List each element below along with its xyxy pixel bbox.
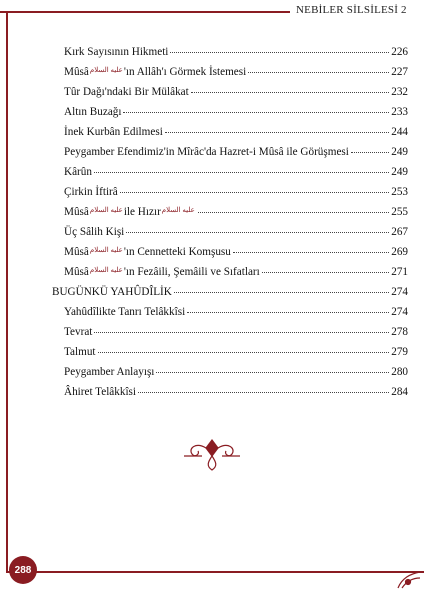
- toc-dot-leader: [156, 372, 389, 373]
- toc-entry[interactable]: [64, 325, 408, 341]
- salutation-mark-icon: عليه السلام: [89, 266, 123, 274]
- toc-entry[interactable]: [64, 85, 408, 101]
- toc-entry[interactable]: [64, 225, 408, 241]
- toc-entry-title: [52, 285, 172, 299]
- toc-page-number: 274: [391, 286, 408, 298]
- salutation-mark-icon: عليه السلام: [89, 66, 123, 74]
- toc-entry-title-suffix: 'ın Allâh'ı Görmek İstemesi: [123, 66, 247, 78]
- toc-page-number: 227: [391, 66, 408, 78]
- toc-dot-leader: [198, 212, 389, 213]
- toc-entry-title-text: Peygamber Efendimiz'in Mîrâc'da Hazret-i Mûsâ ile Görüşmesi: [64, 146, 349, 158]
- toc-dot-leader: [165, 132, 389, 133]
- page-number-badge: 288: [9, 556, 37, 584]
- toc-dot-leader: [170, 52, 389, 53]
- toc-dot-leader: [138, 392, 389, 393]
- toc-entry[interactable]: [64, 185, 408, 201]
- center-ornament-icon: [182, 438, 242, 472]
- toc-dot-leader: [262, 272, 389, 273]
- toc-entry[interactable]: [64, 65, 408, 81]
- toc-dot-leader: [120, 192, 389, 193]
- frame-bottom-rule: [6, 571, 424, 573]
- toc-entry-title: [64, 225, 124, 239]
- toc-page-number: 274: [391, 306, 408, 318]
- toc-entry-title-text: Altın Buzağı: [64, 106, 122, 118]
- toc-entry-title: [64, 385, 136, 399]
- toc-page-number: 279: [391, 346, 408, 358]
- toc-entry-title-text: Talmut: [64, 346, 96, 358]
- toc-entry-title: [64, 65, 246, 80]
- salutation-mark-icon: عليه السلام: [89, 206, 123, 214]
- toc-page-number: 255: [391, 206, 408, 218]
- toc-entry-title-suffix: ile Hızır: [123, 206, 161, 218]
- toc-entry-title-text: Mûsâ: [64, 66, 89, 78]
- toc-entry-title-text: Kârûn: [64, 166, 92, 178]
- toc-entry[interactable]: [64, 45, 408, 61]
- toc-page-number: 271: [391, 266, 408, 278]
- toc-dot-leader: [248, 72, 389, 73]
- toc-dot-leader: [98, 352, 390, 353]
- toc-dot-leader: [94, 332, 389, 333]
- toc-entry-title: [64, 185, 118, 199]
- toc-entry-title: [64, 45, 168, 59]
- toc-entry-title-text: Peygamber Anlayışı: [64, 366, 155, 378]
- toc-dot-leader: [174, 292, 389, 293]
- toc-entry[interactable]: [64, 265, 408, 281]
- toc-entry-title-text: Çirkin İftirâ: [64, 186, 118, 198]
- toc-entry[interactable]: [64, 125, 408, 141]
- toc-page-number: 233: [391, 106, 408, 118]
- toc-page-number: 249: [391, 166, 408, 178]
- toc-entry-title-text: İnek Kurbân Edilmesi: [64, 126, 163, 138]
- running-header-title: NEBİLER SİLSİLESİ 2: [296, 4, 407, 16]
- toc-entry-title-text: Yahûdîlikte Tanrı Telâkkîsi: [64, 306, 186, 318]
- toc-entry-title: [64, 365, 154, 379]
- toc-entry[interactable]: [52, 285, 408, 301]
- toc-entry[interactable]: [64, 365, 408, 381]
- toc-entry[interactable]: [64, 105, 408, 121]
- toc-entry-title-suffix: 'ın Cennetteki Komşusu: [123, 246, 231, 258]
- toc-entry-title-text: Mûsâ: [64, 206, 89, 218]
- toc-page-number: 249: [391, 146, 408, 158]
- toc-entry[interactable]: [64, 345, 408, 361]
- toc-entry[interactable]: [64, 205, 408, 221]
- salutation-mark-icon: عليه السلام: [89, 246, 123, 254]
- toc-dot-leader: [126, 232, 389, 233]
- toc-entry-title: [64, 105, 121, 119]
- toc-entry-title: [64, 325, 92, 339]
- toc-entry[interactable]: [64, 145, 408, 161]
- corner-ornament-icon: [392, 560, 424, 592]
- toc-page-number: 278: [391, 326, 408, 338]
- toc-entry-title-text: Kırk Sayısının Hikmeti: [64, 46, 169, 58]
- toc-entry-title-suffix: 'ın Fezâili, Şemâili ve Sıfatları: [123, 266, 260, 278]
- salutation-mark-icon: عليه السلام: [161, 206, 195, 214]
- toc-dot-leader: [351, 152, 389, 153]
- toc-entry-title-text: BUGÜNKÜ YAHÛDÎLİK: [52, 286, 172, 298]
- toc-page-number: 269: [391, 246, 408, 258]
- toc-dot-leader: [191, 92, 389, 93]
- toc-page-number: 267: [391, 226, 408, 238]
- toc-entry-title: [64, 245, 231, 260]
- toc-entry-title: [64, 165, 92, 179]
- toc-entry-title: [64, 265, 260, 280]
- toc-entry-title: [64, 205, 196, 220]
- toc-entry-title: [64, 125, 163, 139]
- toc-entry-title: [64, 305, 185, 319]
- toc-entry[interactable]: [64, 165, 408, 181]
- toc-dot-leader: [233, 252, 389, 253]
- toc-entry-title-text: Mûsâ: [64, 246, 89, 258]
- toc-entry-title: [64, 345, 96, 359]
- toc-entry[interactable]: [64, 245, 408, 261]
- toc-page-number: 280: [391, 366, 408, 378]
- toc-entry-title: [64, 85, 189, 99]
- toc-page-number: 244: [391, 126, 408, 138]
- toc-entry-title-text: Mûsâ: [64, 266, 89, 278]
- toc-entry-title-text: Âhiret Telâkkîsi: [64, 386, 137, 398]
- toc-entry-title-text: Tûr Dağı'ndaki Bir Mülâkat: [64, 86, 189, 98]
- toc-entry[interactable]: [64, 305, 408, 321]
- toc-entry[interactable]: [64, 385, 408, 401]
- toc-page-number: 232: [391, 86, 408, 98]
- toc-dot-leader: [94, 172, 389, 173]
- toc-dot-leader: [123, 112, 389, 113]
- toc-page-number: 226: [391, 46, 408, 58]
- toc-dot-leader: [187, 312, 389, 313]
- toc-entry-title-text: Tevrat: [64, 326, 93, 338]
- toc-entry-title: [64, 145, 349, 159]
- toc-page-number: 253: [391, 186, 408, 198]
- toc-entry-title-text: Üç Sâlih Kişi: [64, 226, 125, 238]
- toc-page-number: 284: [391, 386, 408, 398]
